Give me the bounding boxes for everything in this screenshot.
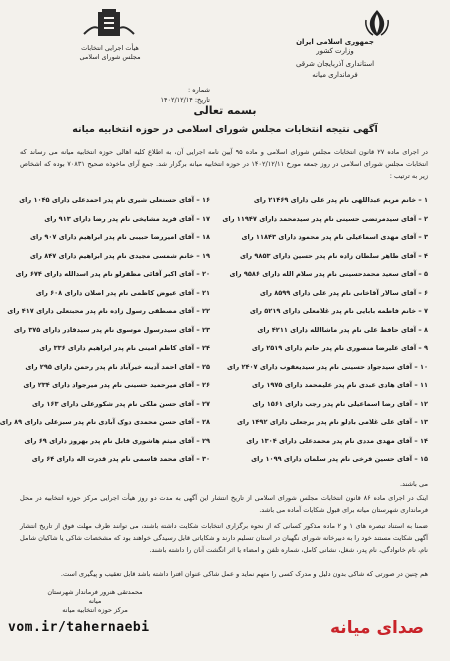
announcement-title: آگهی نتیجه انتخابات مجلس شورای اسلامی در حوزه انتخابیه میانه	[72, 124, 378, 135]
committee-name	[60, 44, 160, 62]
candidate-entry: ۱۶ – آقای حسنعلی شیری نام پدر احمدعلی دارای ۱۰۴۵ رای	[19, 196, 210, 204]
gov-line-3: استانداری آذربایجان شرقی	[295, 60, 375, 68]
iran-emblem-icon	[360, 8, 394, 38]
candidate-entry: ۲۵ – آقای احمد آدینه خیرآباد نام پدر رحمن دارای ۲۹۵ رای	[25, 362, 210, 371]
watermark-logo: صدای میانه	[330, 618, 425, 638]
election-logo-icon	[74, 8, 144, 42]
candidate-entry: ۲۲ – آقای مصطفی رسول زاده نام پدر محبتعلی دارای ۴۱۷ رای	[7, 307, 210, 315]
candidate-entry: ۱۸ – آقای امیررضا حبیبی نام پدر ابراهیم دارای ۹۰۷ رای	[29, 233, 210, 241]
candidate-entry: ۳ – آقای مهدی اسماعیلی نام پدر محمود دارای ۱۱۸۴۳ رای	[241, 233, 428, 241]
candidate-entry: ۹ – آقای علیرضا منصوری نام پدر حاتم دارای ۲۵۱۹ رای	[251, 344, 428, 352]
intro-paragraph: در اجرای ماده ۲۷ قانون انتخابات مجلس شورای اسلامی و ماده ۹۵ آیین نامه اجرایی آن، به اطلاع کلیه اهالی حوزه انتخابیه میانه می رساند که انتخابات مجلس شورای اسلامی در روز جمعه مورخ ۱۴۰۲/۱۲/۱۱ در حوزه انتخابیه میانه برگزار شد. جمع آرای ماخوذه صحیح ۷۰۸۳۱ بوده که اشخاص زیر به ترتیب :	[20, 148, 428, 180]
candidate-entry: ۱۲ – آقای رضا اسماعیلی نام پدر رجب دارای ۱۵۶۱ رای	[252, 399, 428, 408]
candidate-entry: ۳۰ – آقای محمد قاسمی نام پدر قدرت اله دارای ۶۴ رای	[31, 455, 210, 463]
candidate-entry: ۷ – خانم فاطمه بابایی نام پدر غلامعلی دارای ۵۲۱۹ رای	[249, 307, 428, 315]
committee-line-1: هیأت اجرایی انتخابات	[81, 44, 139, 52]
candidate-entry: ۱۵ – آقای حسین فرخی نام پدر سلمان دارای ۱۰۹۹ رای	[251, 455, 428, 463]
candidate-entry: ۱۰ – آقای سیدجواد حسینی نام پدر سیدیعقوب دارای ۲۴۰۷ رای	[227, 362, 428, 371]
candidates-list-right	[222, 196, 428, 474]
signature-name: محمدتقی هنرور فرماندار شهرستان میانه	[47, 588, 143, 605]
guardian-council-paragraph: ضمنا به استناد تبصره های ۱ و ۲ ماده مذکور کسانی که از نحوه برگزاری انتخابات شکایت داشته باشند، می توانند ظرف مهلت فوق از تاریخ انتشار آگهی شکایت مستند خود را به دبیرخانه شورای نگهبان در استان تسلیم دارند و شکایاتی قابل رسیدگی خواهند بود که مشخصات شاکی یا شاکیان شامل نام، نام خانوادگی، نام پدر، شغل، نشانی کامل، شماره تلفن و امضاء یا اثر انگشت آنان را داشته باشند.	[20, 522, 428, 554]
candidates-list-left	[0, 196, 210, 474]
candidate-entry: ۱۴ – آقای مهدی مددی نام پدر محمدعلی دارای ۱۳۰۴ رای	[246, 436, 428, 445]
committee-line-2: مجلس شورای اسلامی	[79, 53, 141, 61]
candidate-entry: ۵ – آقای سعید محمدحسینی نام پدر سلام الله دارای ۹۵۸۶ رای	[229, 270, 428, 278]
slander-warning-paragraph: هم چنین در صورتی که شاکی بدون دلیل و مدرک کسی را متهم نماید و عمل شاکی عنوان افترا داشته باشد قابل تعقیب و پیگیری است.	[60, 570, 428, 578]
bismillah-heading: بسمه تعالی	[193, 104, 257, 117]
list-ending: می باشند.	[399, 480, 428, 488]
candidate-entry: ۶ – آقای سالار آقاخانی نام پدر علی دارای ۸۵۹۹ رای	[259, 288, 428, 297]
candidate-entry: ۲ – آقای سیدمرتضی حسینی نام پدر سیدمحمد دارای ۱۱۹۴۷ رای	[222, 214, 428, 223]
candidate-entry: ۱۳ – آقای علی غلامی بادلو نام پدر برجعلی دارای ۱۴۹۲ رای	[236, 418, 428, 426]
candidate-entry: ۲۰ – آقای اکبر آقائی مظفرلو نام پدر اسدالله دارای ۶۷۴ رای	[15, 270, 210, 278]
letter-number: شماره :	[188, 86, 210, 94]
candidate-entry: ۲۶ – آقای میرحمید حسینی نام پدر میرجواد دارای ۲۳۴ رای	[23, 381, 210, 389]
candidate-entry: ۱ – خانم مریم عبداللهی نام پدر علی دارای ۲۱۴۶۹ رای	[253, 196, 428, 204]
candidate-entry: ۲۱ – آقای عیوض کاظمی نام پدر اصلان دارای ۶۰۸ رای	[35, 288, 210, 297]
candidate-entry: ۱۱ – آقای هادی عبدی نام پدر علیمحمد دارای ۱۹۷۵ رای	[251, 381, 428, 389]
complaints-paragraph: اینک در اجرای ماده ۸۶ قانون انتخابات مجلس شورای اسلامی از تاریخ انتشار این آگهی به مدت دو روز هیأت اجرایی مرکز حوزه انتخابیه در محل فرمانداری شهرستان میانه برای قبول شکایات آماده می باشد.	[20, 494, 428, 514]
signature-title: مرکز حوزه انتخابیه میانه	[62, 606, 128, 614]
gov-line-1: جمهوری اسلامی ایران	[296, 38, 374, 46]
gov-line-4: فرمانداری میانه	[312, 71, 358, 79]
source-url: vom.ir/tahernaebi	[8, 620, 150, 635]
candidate-entry: ۱۹ – خانم شمسی مجیدی نام پدر ابراهیم دارای ۸۴۷ رای	[29, 251, 210, 260]
letter-date: تاریخ: ۱۴۰۲/۱۲/۱۴	[160, 96, 210, 104]
candidate-entry: ۲۹ – آقای میثم هاشوری قابل نام پدر بهروز دارای ۶۹ رای	[24, 436, 210, 445]
candidate-entry: ۲۴ – آقای کاظم امینی نام پدر ابراهیم دارای ۳۳۶ رای	[39, 344, 210, 352]
candidate-entry: ۲۸ – آقای حسن محمدی دوک آبادی نام پدر سبزعلی دارای ۸۹ رای	[0, 418, 210, 426]
signature-block	[40, 588, 150, 615]
candidate-entry: ۸ – آقای حافظ علی نام پدر ماشاالله دارای ۴۲۱۱ رای	[257, 325, 428, 334]
candidate-entry: ۱۷ – آقای فرید مشایخی نام پدر رضا دارای ۹۱۳ رای	[44, 214, 210, 223]
candidate-entry: ۲۷ – آقای حسن ملکی نام پدر شکورعلی دارای ۱۶۳ رای	[32, 399, 210, 408]
candidate-entry: ۲۳ – آقای سیدرسول موسوی نام پدر سیدقادر دارای ۳۷۵ رای	[13, 325, 210, 334]
candidate-entry: ۴ – آقای طاهر سلطان زاده نام پدر حسین دارای ۹۸۵۳ رای	[240, 251, 428, 260]
gov-line-2: وزارت کشور	[316, 47, 354, 55]
